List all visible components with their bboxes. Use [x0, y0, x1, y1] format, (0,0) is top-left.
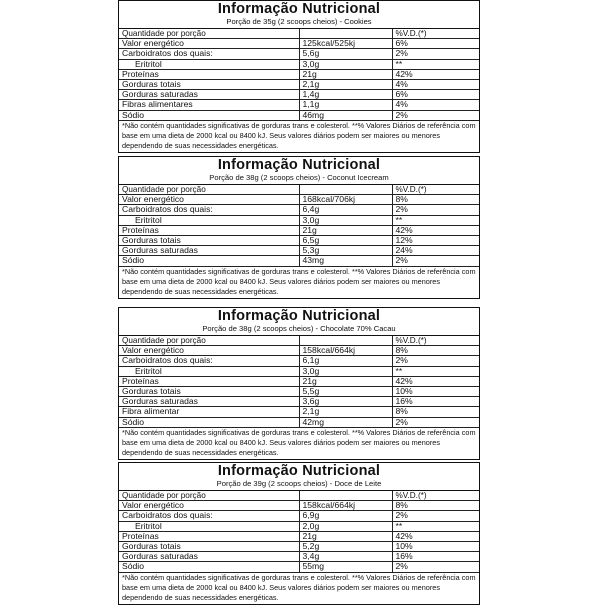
nutrient-amount: 3,0g [299, 59, 392, 69]
nutrient-daily-value: 2% [392, 256, 479, 266]
nutrition-label-chocolate [118, 307, 480, 460]
nutrient-name: Eritritol [119, 366, 299, 376]
table-row [119, 407, 479, 417]
table-row [119, 195, 479, 205]
nutrient-amount: 1,4g [299, 90, 392, 100]
header-amount [299, 491, 392, 501]
nutrient-daily-value: ** [392, 521, 479, 531]
nutrient-name: Sódio [119, 110, 299, 120]
nutrient-daily-value: 12% [392, 236, 479, 246]
nutrient-daily-value: 2% [392, 356, 479, 366]
nutrient-name: Proteínas [119, 531, 299, 541]
table-row [119, 531, 479, 541]
nutrition-table [119, 491, 479, 573]
nutrient-amount: 5,3g [299, 246, 392, 256]
nutrient-amount: 2,1g [299, 80, 392, 90]
nutrient-daily-value: 2% [392, 205, 479, 215]
nutrient-amount: 21g [299, 376, 392, 386]
nutrient-name: Carboidratos dos quais: [119, 49, 299, 59]
nutrient-name: Gorduras saturadas [119, 397, 299, 407]
nutrient-name: Carboidratos dos quais: [119, 205, 299, 215]
nutrient-daily-value: 42% [392, 376, 479, 386]
table-row [119, 376, 479, 386]
table-row [119, 225, 479, 235]
table-row [119, 215, 479, 225]
nutrient-daily-value: ** [392, 215, 479, 225]
table-row [119, 205, 479, 215]
header-amount [299, 185, 392, 195]
table-row [119, 387, 479, 397]
nutrient-amount: 1,1g [299, 100, 392, 110]
nutrient-amount: 21g [299, 225, 392, 235]
nutrition-label-coconut-icecream [118, 156, 480, 299]
header-daily-value: %V.D.(*) [392, 185, 479, 195]
table-row [119, 236, 479, 246]
nutrient-amount: 21g [299, 531, 392, 541]
nutrient-name: Sódio [119, 256, 299, 266]
table-row [119, 110, 479, 120]
nutrient-daily-value: 8% [392, 501, 479, 511]
nutrient-name: Valor energético [119, 195, 299, 205]
table-row [119, 49, 479, 59]
nutrition-table [119, 185, 479, 267]
nutrient-name: Fibras alimentares [119, 100, 299, 110]
nutrient-amount: 6,1g [299, 356, 392, 366]
nutrient-daily-value: 4% [392, 100, 479, 110]
header-quantity: Quantidade por porção [119, 185, 299, 195]
nutrient-daily-value: 10% [392, 387, 479, 397]
nutrient-amount: 2,1g [299, 407, 392, 417]
nutrient-amount: 3,4g [299, 552, 392, 562]
nutrient-daily-value: 8% [392, 195, 479, 205]
nutrient-daily-value: 8% [392, 346, 479, 356]
table-row [119, 346, 479, 356]
nutrient-name: Carboidratos dos quais: [119, 356, 299, 366]
nutrient-daily-value: 42% [392, 69, 479, 79]
nutrient-daily-value: 24% [392, 246, 479, 256]
header-daily-value: %V.D.(*) [392, 336, 479, 346]
nutrient-name: Eritritol [119, 215, 299, 225]
table-row [119, 511, 479, 521]
nutrient-name: Sódio [119, 417, 299, 427]
nutrient-name: Gorduras totais [119, 387, 299, 397]
table-header-row [119, 491, 479, 501]
nutrient-name: Valor energético [119, 346, 299, 356]
table-row [119, 256, 479, 266]
nutrient-amount: 43mg [299, 256, 392, 266]
serving-size: Porção de 39g (2 scoops cheios) - Doce de Leite [119, 479, 479, 491]
nutrient-amount: 5,6g [299, 49, 392, 59]
nutrient-amount: 21g [299, 69, 392, 79]
nutrient-amount: 5,5g [299, 387, 392, 397]
nutrient-amount: 3,0g [299, 366, 392, 376]
table-row [119, 80, 479, 90]
label-title: Informação Nutricional [217, 463, 381, 479]
nutrient-daily-value: 42% [392, 225, 479, 235]
nutrient-amount: 3,0g [299, 215, 392, 225]
nutrient-daily-value: 16% [392, 552, 479, 562]
nutrient-daily-value: 2% [392, 511, 479, 521]
table-row [119, 366, 479, 376]
table-row [119, 100, 479, 110]
header-quantity: Quantidade por porção [119, 491, 299, 501]
nutrient-name: Eritritol [119, 59, 299, 69]
nutrient-amount: 6,9g [299, 511, 392, 521]
nutrition-table [119, 336, 479, 428]
nutrient-name: Proteínas [119, 376, 299, 386]
nutrient-amount: 42mg [299, 417, 392, 427]
nutrient-daily-value: 4% [392, 80, 479, 90]
header-amount [299, 336, 392, 346]
nutrient-name: Valor energético [119, 501, 299, 511]
nutrient-amount: 158kcal/664kj [299, 501, 392, 511]
serving-size: Porção de 38g (2 scoops cheios) - Chocolate 70% Cacau [119, 324, 479, 336]
nutrition-label-doce-de-leite [118, 462, 480, 605]
table-row [119, 397, 479, 407]
nutrient-amount: 125kcal/525kj [299, 39, 392, 49]
nutrient-daily-value: 6% [392, 39, 479, 49]
nutrient-daily-value: 6% [392, 90, 479, 100]
nutrient-name: Eritritol [119, 521, 299, 531]
table-row [119, 521, 479, 531]
header-quantity: Quantidade por porção [119, 336, 299, 346]
table-header-row [119, 29, 479, 39]
nutrient-name: Gorduras totais [119, 80, 299, 90]
nutrient-name: Carboidratos dos quais: [119, 511, 299, 521]
header-amount [299, 29, 392, 39]
nutrient-amount: 158kcal/664kj [299, 346, 392, 356]
nutrient-name: Gorduras saturadas [119, 90, 299, 100]
footnote: *Não contém quantidades significativas de gorduras trans e colesterol. **% Valores Diários de referência com base em uma dieta de 2000 kcal ou 8400 kJ. Seus valores diários podem ser maiores ou menores dependendo de suas necessidades energéticas. [122, 572, 476, 602]
nutrient-daily-value: 2% [392, 49, 479, 59]
table-row [119, 501, 479, 511]
serving-size: Porção de 38g (2 scoops cheios) - Coconut Icecream [119, 173, 479, 185]
nutrient-daily-value: 8% [392, 407, 479, 417]
nutrient-amount: 2,0g [299, 521, 392, 531]
table-row [119, 417, 479, 427]
header-daily-value: %V.D.(*) [392, 29, 479, 39]
table-row [119, 542, 479, 552]
nutrient-daily-value: 2% [392, 562, 479, 572]
nutrient-name: Proteínas [119, 225, 299, 235]
nutrient-amount: 3,6g [299, 397, 392, 407]
nutrient-daily-value: ** [392, 59, 479, 69]
table-row [119, 356, 479, 366]
nutrient-daily-value: 10% [392, 542, 479, 552]
footnote: *Não contém quantidades significativas de gorduras trans e colesterol. **% Valores Diários de referência com base em uma dieta de 2000 kcal ou 8400 kJ. Seus valores diários podem ser maiores ou menores dependendo de suas necessidades energéticas. [122, 120, 476, 150]
footnote: *Não contém quantidades significativas de gorduras trans e colesterol. **% Valores Diários de referência com base em uma dieta de 2000 kcal ou 8400 kJ. Seus valores diários podem ser maiores ou menores dependendo de suas necessidades energéticas. [122, 266, 476, 296]
nutrient-name: Sódio [119, 562, 299, 572]
table-row [119, 246, 479, 256]
nutrient-amount: 6,4g [299, 205, 392, 215]
nutrient-name: Gorduras totais [119, 236, 299, 246]
header-quantity: Quantidade por porção [119, 29, 299, 39]
nutrient-amount: 5,2g [299, 542, 392, 552]
table-header-row [119, 336, 479, 346]
table-row [119, 59, 479, 69]
serving-size: Porção de 35g (2 scoops cheios) - Cookies [119, 17, 479, 29]
nutrient-name: Gorduras saturadas [119, 552, 299, 562]
table-row [119, 39, 479, 49]
table-row [119, 552, 479, 562]
footnote: *Não contém quantidades significativas de gorduras trans e colesterol. **% Valores Diários de referência com base em uma dieta de 2000 kcal ou 8400 kJ. Seus valores diários podem ser maiores ou menores dependendo de suas necessidades energéticas. [122, 427, 476, 457]
label-title: Informação Nutricional [217, 308, 381, 324]
label-title: Informação Nutricional [217, 157, 381, 173]
nutrient-name: Valor energético [119, 39, 299, 49]
nutrient-daily-value: 2% [392, 110, 479, 120]
nutrient-name: Gorduras saturadas [119, 246, 299, 256]
nutrient-daily-value: 42% [392, 531, 479, 541]
table-row [119, 69, 479, 79]
table-row [119, 90, 479, 100]
header-daily-value: %V.D.(*) [392, 491, 479, 501]
nutrition-table [119, 29, 479, 121]
nutrient-name: Gorduras totais [119, 542, 299, 552]
nutrient-amount: 46mg [299, 110, 392, 120]
nutrient-daily-value: 16% [392, 397, 479, 407]
label-title: Informação Nutricional [217, 1, 381, 17]
table-header-row [119, 185, 479, 195]
nutrient-amount: 6,5g [299, 236, 392, 246]
nutrient-name: Proteínas [119, 69, 299, 79]
nutrient-daily-value: ** [392, 366, 479, 376]
nutrition-label-cookies [118, 0, 480, 153]
nutrient-amount: 168kcal/706kj [299, 195, 392, 205]
nutrient-amount: 55mg [299, 562, 392, 572]
nutrient-daily-value: 2% [392, 417, 479, 427]
nutrient-name: Fibra alimentar [119, 407, 299, 417]
table-row [119, 562, 479, 572]
